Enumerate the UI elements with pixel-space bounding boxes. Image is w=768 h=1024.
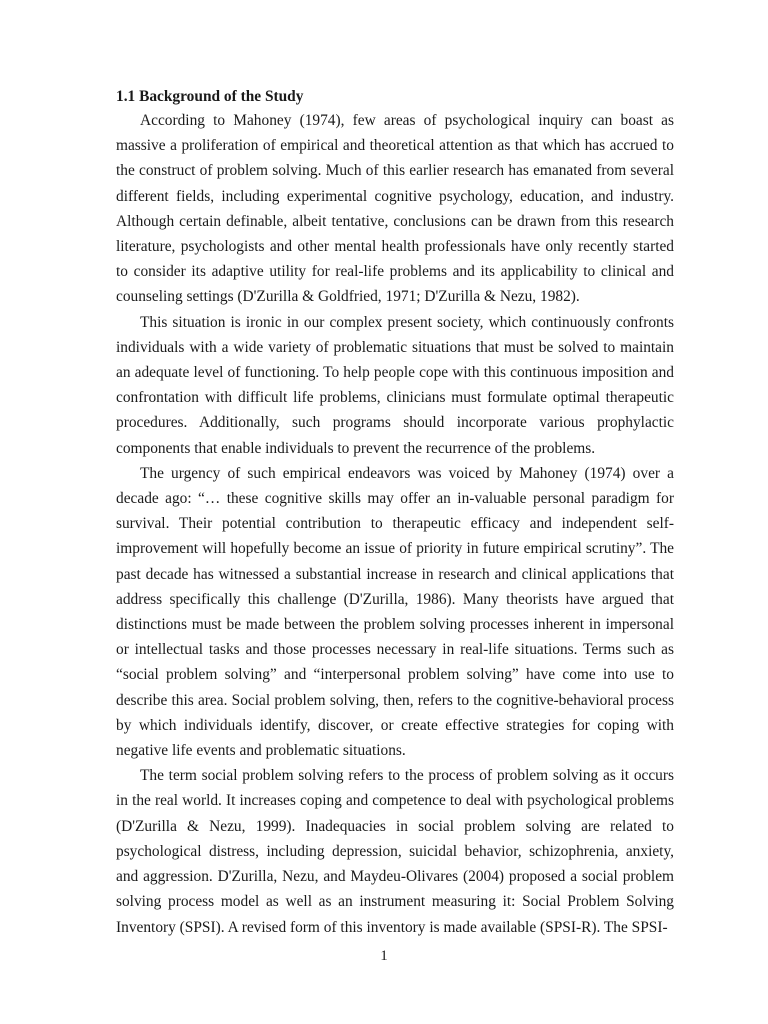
paragraph-1: According to Mahoney (1974), few areas of psychological inquiry can boast as massive a proliferation of empirical and theoretical attention as that which has accrued to the construct of problem solving. Much of this earlier research has emanated from several different fields, including experimental cognitive psychology, education, and industry. Although certain definable, albeit tentative, conclusions can be drawn from this research literature, psychologists and other mental health professionals have only recently started to consider its adaptive utility for real-life problems and its applicability to clinical and counseling settings (D'Zurilla & Goldfried, 1971; D'Zurilla & Nezu, 1982). xyxy=(116,112,674,306)
paragraph-4: The term social problem solving refers to the process of problem solving as it occurs in the real world. It increases coping and competence to deal with psychological problems (D'Zurilla & Nezu, 1999). Inadequacies in social problem solving are related to psychological distress, including depression, suicidal behavior, schizophrenia, anxiety, and aggression. D'Zurilla, Nezu, and Maydeu-Olivares (2004) proposed a social problem solving process model as well as an instrument measuring it: Social Problem Solving Inventory (SPSI). A revised form of this inventory is made available (SPSI-R). The SPSI- xyxy=(116,767,674,936)
page-number: 1 xyxy=(380,948,388,964)
section-heading: 1.1 Background of the Study xyxy=(116,88,304,105)
paragraph-2: This situation is ironic in our complex present society, which continuously confronts individuals with a wide variety of problematic situations that must be solved to maintain an adequate level of functioning. To help people cope with this continuous imposition and confrontation with difficult life problems, clinicians must formulate optimal therapeutic procedures. Additionally, such programs should incorporate various prophylactic components that enable individuals to prevent the recurrence of the problems. xyxy=(116,313,674,457)
document-page xyxy=(116,86,674,940)
paragraph-3: The urgency of such empirical endeavors was voiced by Mahoney (1974) over a decade ago: “… these cognitive skills may offer an in-valuable personal paradigm for survival. Their potential contribution to therapeutic efficacy and independent self-improvement will hopefully become an issue of priority in future empirical scrutiny”. The past decade has witnessed a substantial increase in research and clinical applications that address specifically this challenge (D'Zurilla, 1986). Many theorists have argued that distinctions must be made between the problem solving processes inherent in impersonal or intellectual tasks and those processes necessary in real-life situations. Terms such as “social problem solving” and “interpersonal problem solving” have come into use to describe this area. Social problem solving, then, refers to the cognitive-behavioral process by which individuals identify, discover, or create effective strategies for coping with negative life events and problematic situations. xyxy=(116,464,674,760)
